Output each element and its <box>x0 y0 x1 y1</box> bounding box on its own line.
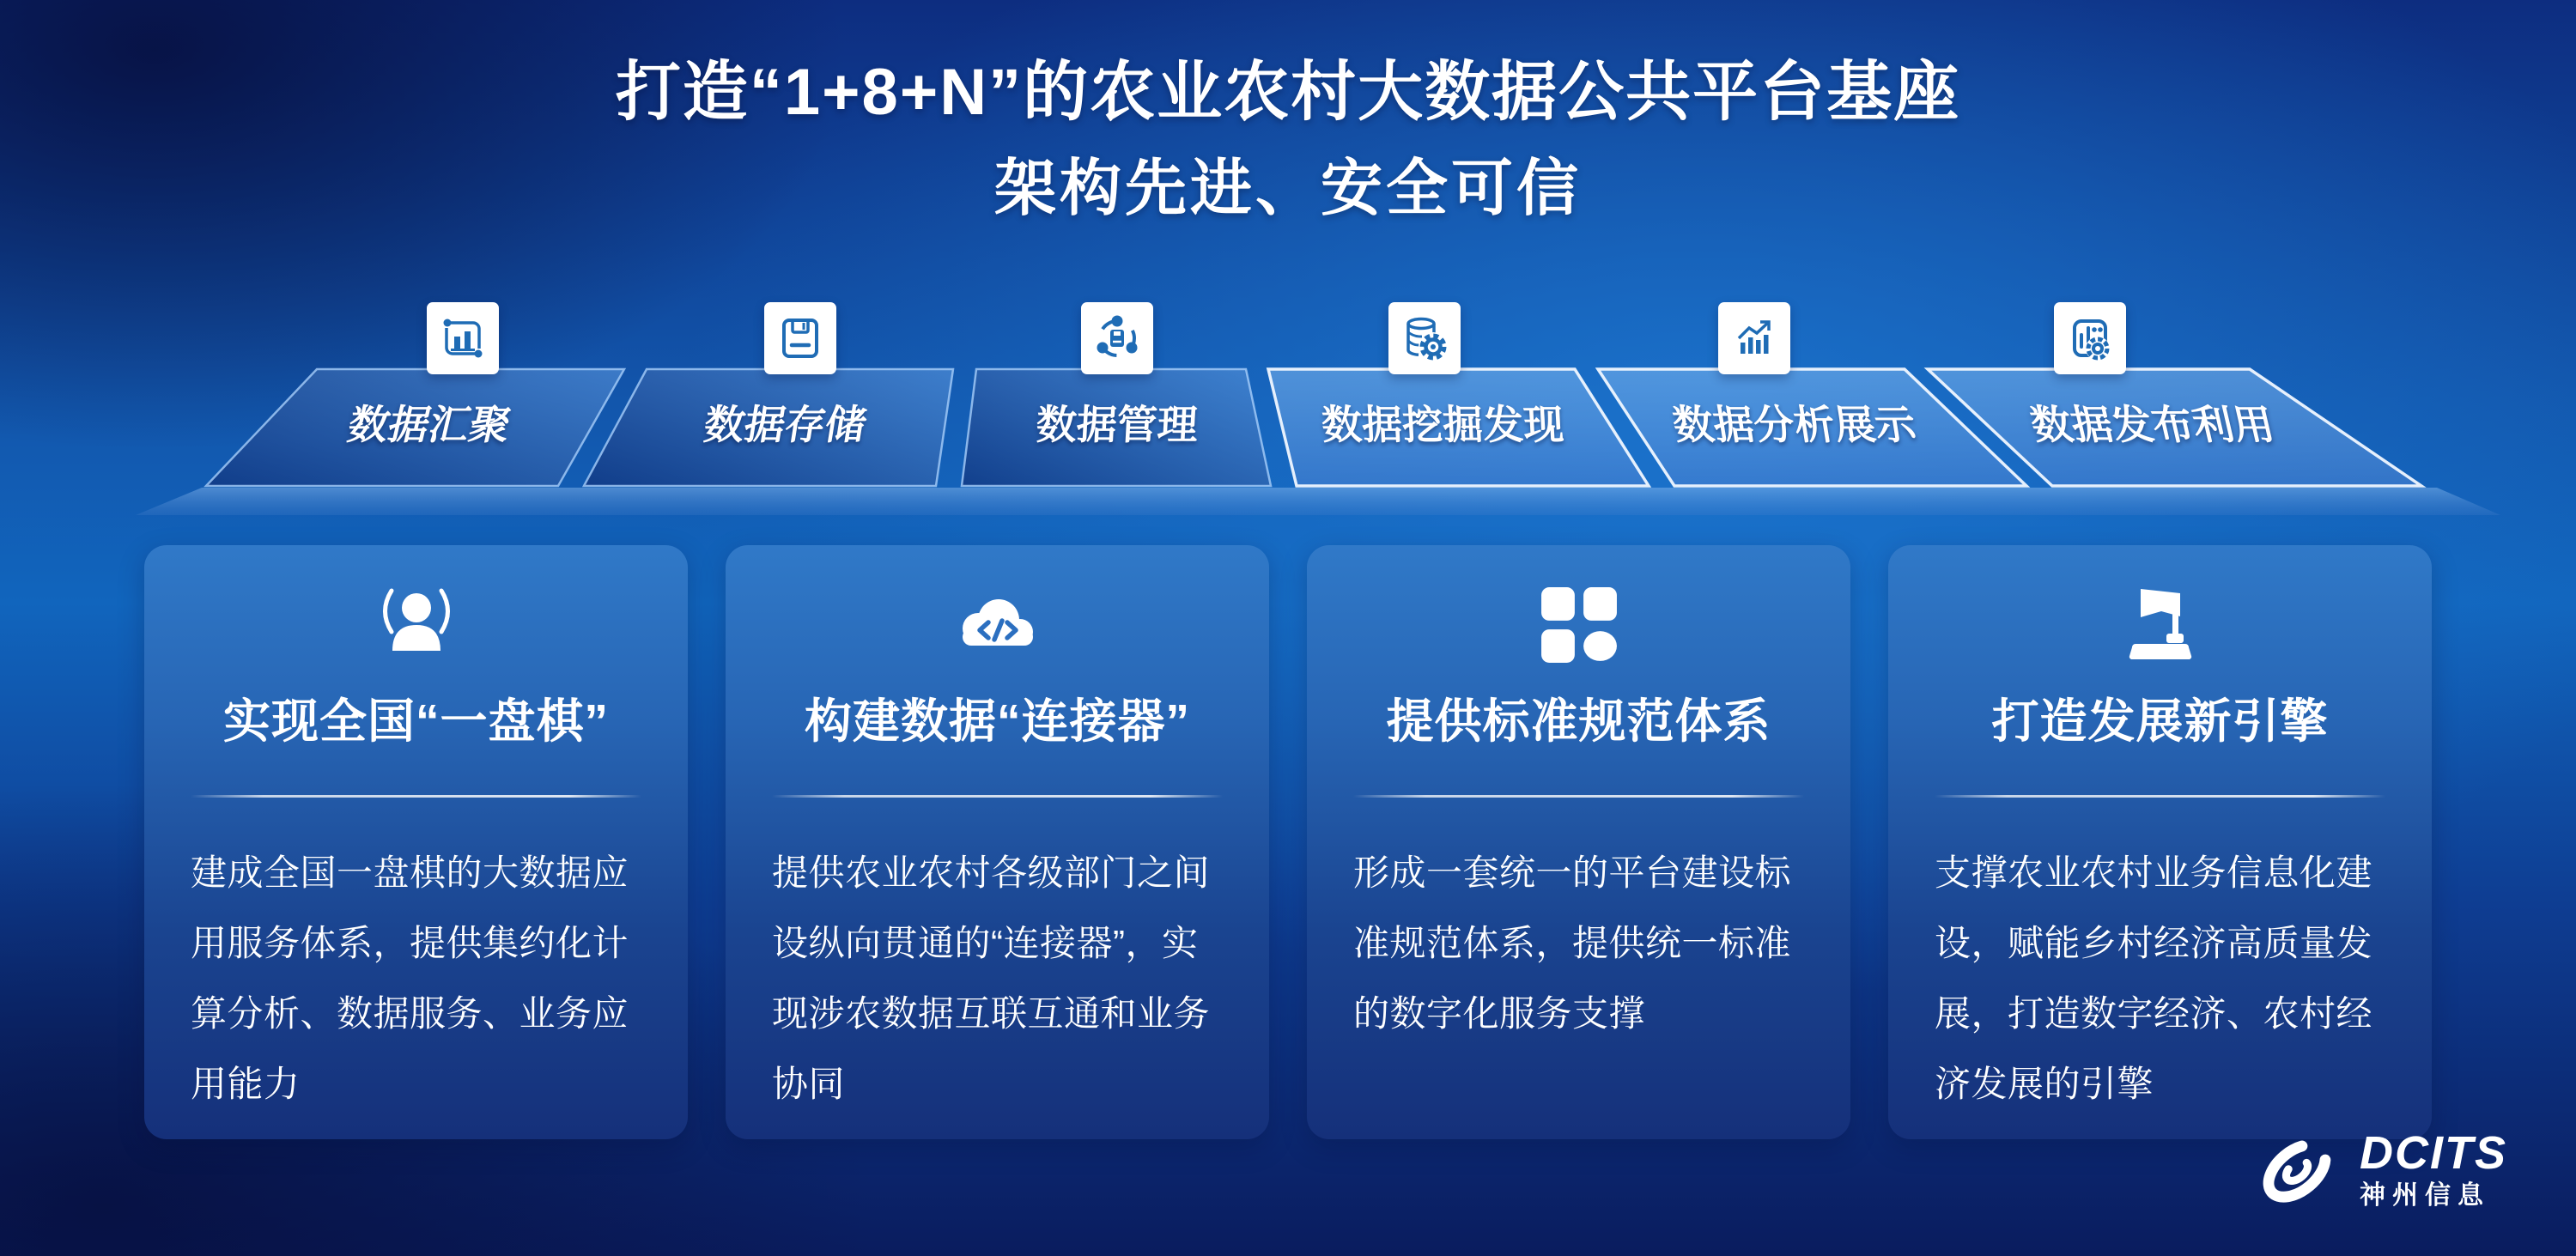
title-line-2: 架构先进、安全可信 <box>993 155 1582 223</box>
platform-step-label-3: 数据管理 <box>1035 402 1200 447</box>
user-icon <box>191 578 641 672</box>
card-title: 打造发展新引擎 <box>1991 695 2329 748</box>
card-divider <box>772 795 1223 798</box>
card-body: 支撑农业农村业务信息化建设，赋能乡村经济高质量发展，打造数字经济、农村经济发展的引擎 <box>1935 853 2373 1104</box>
card-title: 提供标准规范体系 <box>1386 695 1771 748</box>
platform-base <box>136 488 2500 515</box>
platform-step-label-1: 数据汇聚 <box>343 402 516 447</box>
card-divider <box>1353 795 1804 798</box>
database-gear-icon <box>1388 302 1461 374</box>
cloud-code-icon <box>772 578 1223 672</box>
card-new-engine <box>1888 545 2432 1139</box>
card-body: 形成一套统一的平台建设标准规范体系，提供统一标准的数字化服务支撑 <box>1353 853 1792 1034</box>
card-body: 建成全国一盘棋的大数据应用服务体系，提供集约化计算分析、数据服务、业务应用能力 <box>191 853 629 1104</box>
card-data-connector <box>726 545 1269 1139</box>
card-national-chessboard <box>144 545 688 1139</box>
card-title: 实现全国“一盘棋” <box>222 695 609 748</box>
share-hub-icon <box>1081 302 1153 374</box>
logo-name: DCITS <box>2360 1127 2507 1179</box>
dcits-logo <box>2250 1122 2507 1217</box>
card-divider <box>1935 795 2385 798</box>
platform-step-label-6: 数据发布利用 <box>2026 402 2279 447</box>
title-line-1: 打造“1+8+N”的农业农村大数据公共平台基座 <box>615 56 1961 129</box>
platform-step-label-5: 数据分析展示 <box>1669 402 1919 447</box>
bar-chart-frame-icon <box>427 302 499 374</box>
document-gear-icon <box>2054 302 2126 374</box>
floppy-disk-icon <box>764 302 836 374</box>
dcits-logo-mark <box>2250 1122 2344 1217</box>
card-title: 构建数据“连接器” <box>804 695 1190 748</box>
feature-cards <box>144 545 2432 1139</box>
card-divider <box>191 795 641 798</box>
platform-step-label-2: 数据存储 <box>701 402 870 447</box>
trend-chart-icon <box>1718 302 1790 374</box>
card-standards-system <box>1307 545 1850 1139</box>
slide-title <box>0 45 2576 237</box>
platform-step-label-4: 数据挖掘发现 <box>1320 402 1565 447</box>
grid-icon <box>1353 578 1804 672</box>
logo-subtitle: 神州信息 <box>2360 1181 2490 1210</box>
card-body: 提供农业农村各级部门之间设纵向贯通的“连接器”，实现涉农数据互联互通和业务协同 <box>772 853 1211 1104</box>
flag-icon <box>1935 578 2385 672</box>
